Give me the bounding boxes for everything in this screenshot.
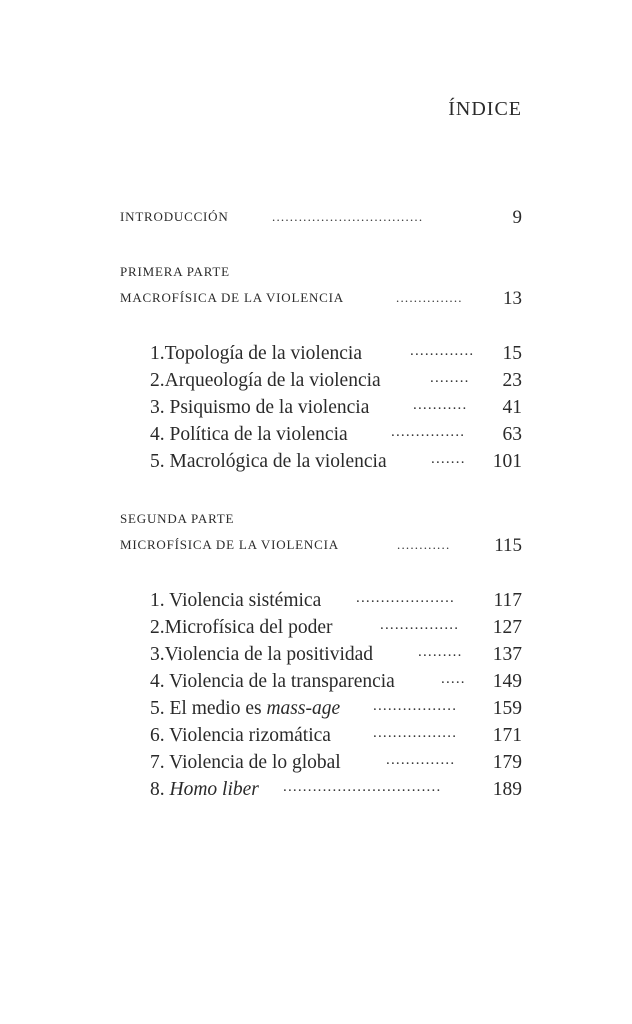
toc-entry-p2-ch6[interactable] [0, 725, 632, 753]
part-label: SEGUNDA PARTE [120, 511, 235, 526]
entry-page: 117 [493, 590, 522, 611]
entry-label: 6. Violencia rizomática [150, 725, 331, 746]
leader-dots: ............... [396, 290, 463, 305]
leader-dots: ..... [441, 671, 466, 687]
toc-entry-p1-ch3[interactable] [0, 397, 632, 425]
entry-label: 5. El medio es mass-age [150, 698, 341, 719]
leader-dots: ....... [431, 451, 466, 467]
toc-entry-p2-ch2[interactable] [0, 617, 632, 645]
toc-entry-part1[interactable] [0, 288, 632, 316]
entry-label: 1.Topología de la violencia [150, 343, 362, 364]
entry-page: 159 [492, 698, 522, 719]
entry-label: 4. Política de la violencia [150, 424, 348, 445]
entry-label: 1. Violencia sistémica [150, 590, 322, 611]
entry-page: 115 [494, 535, 522, 556]
entry-page: 63 [502, 424, 522, 445]
leader-dots: ................. [373, 698, 458, 714]
entry-page: 23 [502, 370, 522, 391]
toc-entry-p2-ch5[interactable] [0, 698, 632, 726]
part-heading-1 [0, 262, 632, 290]
leader-dots: ............. [410, 343, 475, 359]
leader-dots: ......... [418, 644, 463, 660]
part-heading-2 [0, 509, 632, 537]
toc-entry-p2-ch4[interactable] [0, 671, 632, 699]
entry-label: 2.Arqueología de la violencia [150, 370, 381, 391]
entry-page: 127 [492, 617, 522, 638]
toc-entry-p1-ch1[interactable] [0, 343, 632, 371]
leader-dots: ........ [430, 370, 470, 386]
leader-dots: ................................ [283, 779, 442, 795]
entry-label: MACROFÍSICA DE LA VIOLENCIA [120, 290, 344, 305]
entry-label: 7. Violencia de lo global [150, 752, 341, 773]
entry-page: 137 [492, 644, 522, 665]
entry-page: 9 [512, 207, 522, 228]
leader-dots: .............. [386, 752, 456, 768]
entry-label: MICROFÍSICA DE LA VIOLENCIA [120, 537, 339, 552]
part-label: PRIMERA PARTE [120, 264, 230, 279]
leader-dots: ........... [413, 397, 468, 413]
entry-page: 189 [492, 779, 522, 800]
entry-label: INTRODUCCIÓN [120, 209, 229, 224]
toc-entry-introduccion[interactable] [0, 207, 632, 235]
leader-dots: .................... [356, 590, 455, 606]
entry-label: 5. Macrológica de la violencia [150, 451, 387, 472]
leader-dots: ............... [391, 424, 466, 440]
entry-page: 179 [492, 752, 522, 773]
toc-entry-part2[interactable] [0, 535, 632, 563]
entry-label: 3. Psiquismo de la violencia [150, 397, 370, 418]
leader-dots: ................ [380, 617, 460, 633]
entry-page: 13 [503, 288, 522, 309]
entry-label: 3.Violencia de la positividad [150, 644, 374, 665]
toc-entry-p2-ch7[interactable] [0, 752, 632, 780]
toc-entry-p1-ch2[interactable] [0, 370, 632, 398]
toc-entry-p1-ch4[interactable] [0, 424, 632, 452]
page-title: ÍNDICE [448, 98, 522, 120]
toc-entry-p1-ch5[interactable] [0, 451, 632, 479]
leader-dots: ............ [397, 537, 451, 552]
leader-dots: ................. [373, 725, 458, 741]
leader-dots: .................................. [272, 209, 424, 224]
toc-entry-p2-ch1[interactable] [0, 590, 632, 618]
entry-page: 15 [502, 343, 522, 364]
entry-page: 171 [492, 725, 522, 746]
entry-page: 149 [492, 671, 522, 692]
entry-label: 4. Violencia de la transparencia [150, 671, 395, 692]
entry-label: 8. Homo liber [150, 779, 259, 800]
toc-entry-p2-ch8[interactable] [0, 779, 632, 807]
toc-entry-p2-ch3[interactable] [0, 644, 632, 672]
entry-label: 2.Microfísica del poder [150, 617, 333, 638]
entry-page: 101 [492, 451, 522, 472]
entry-page: 41 [502, 397, 522, 418]
